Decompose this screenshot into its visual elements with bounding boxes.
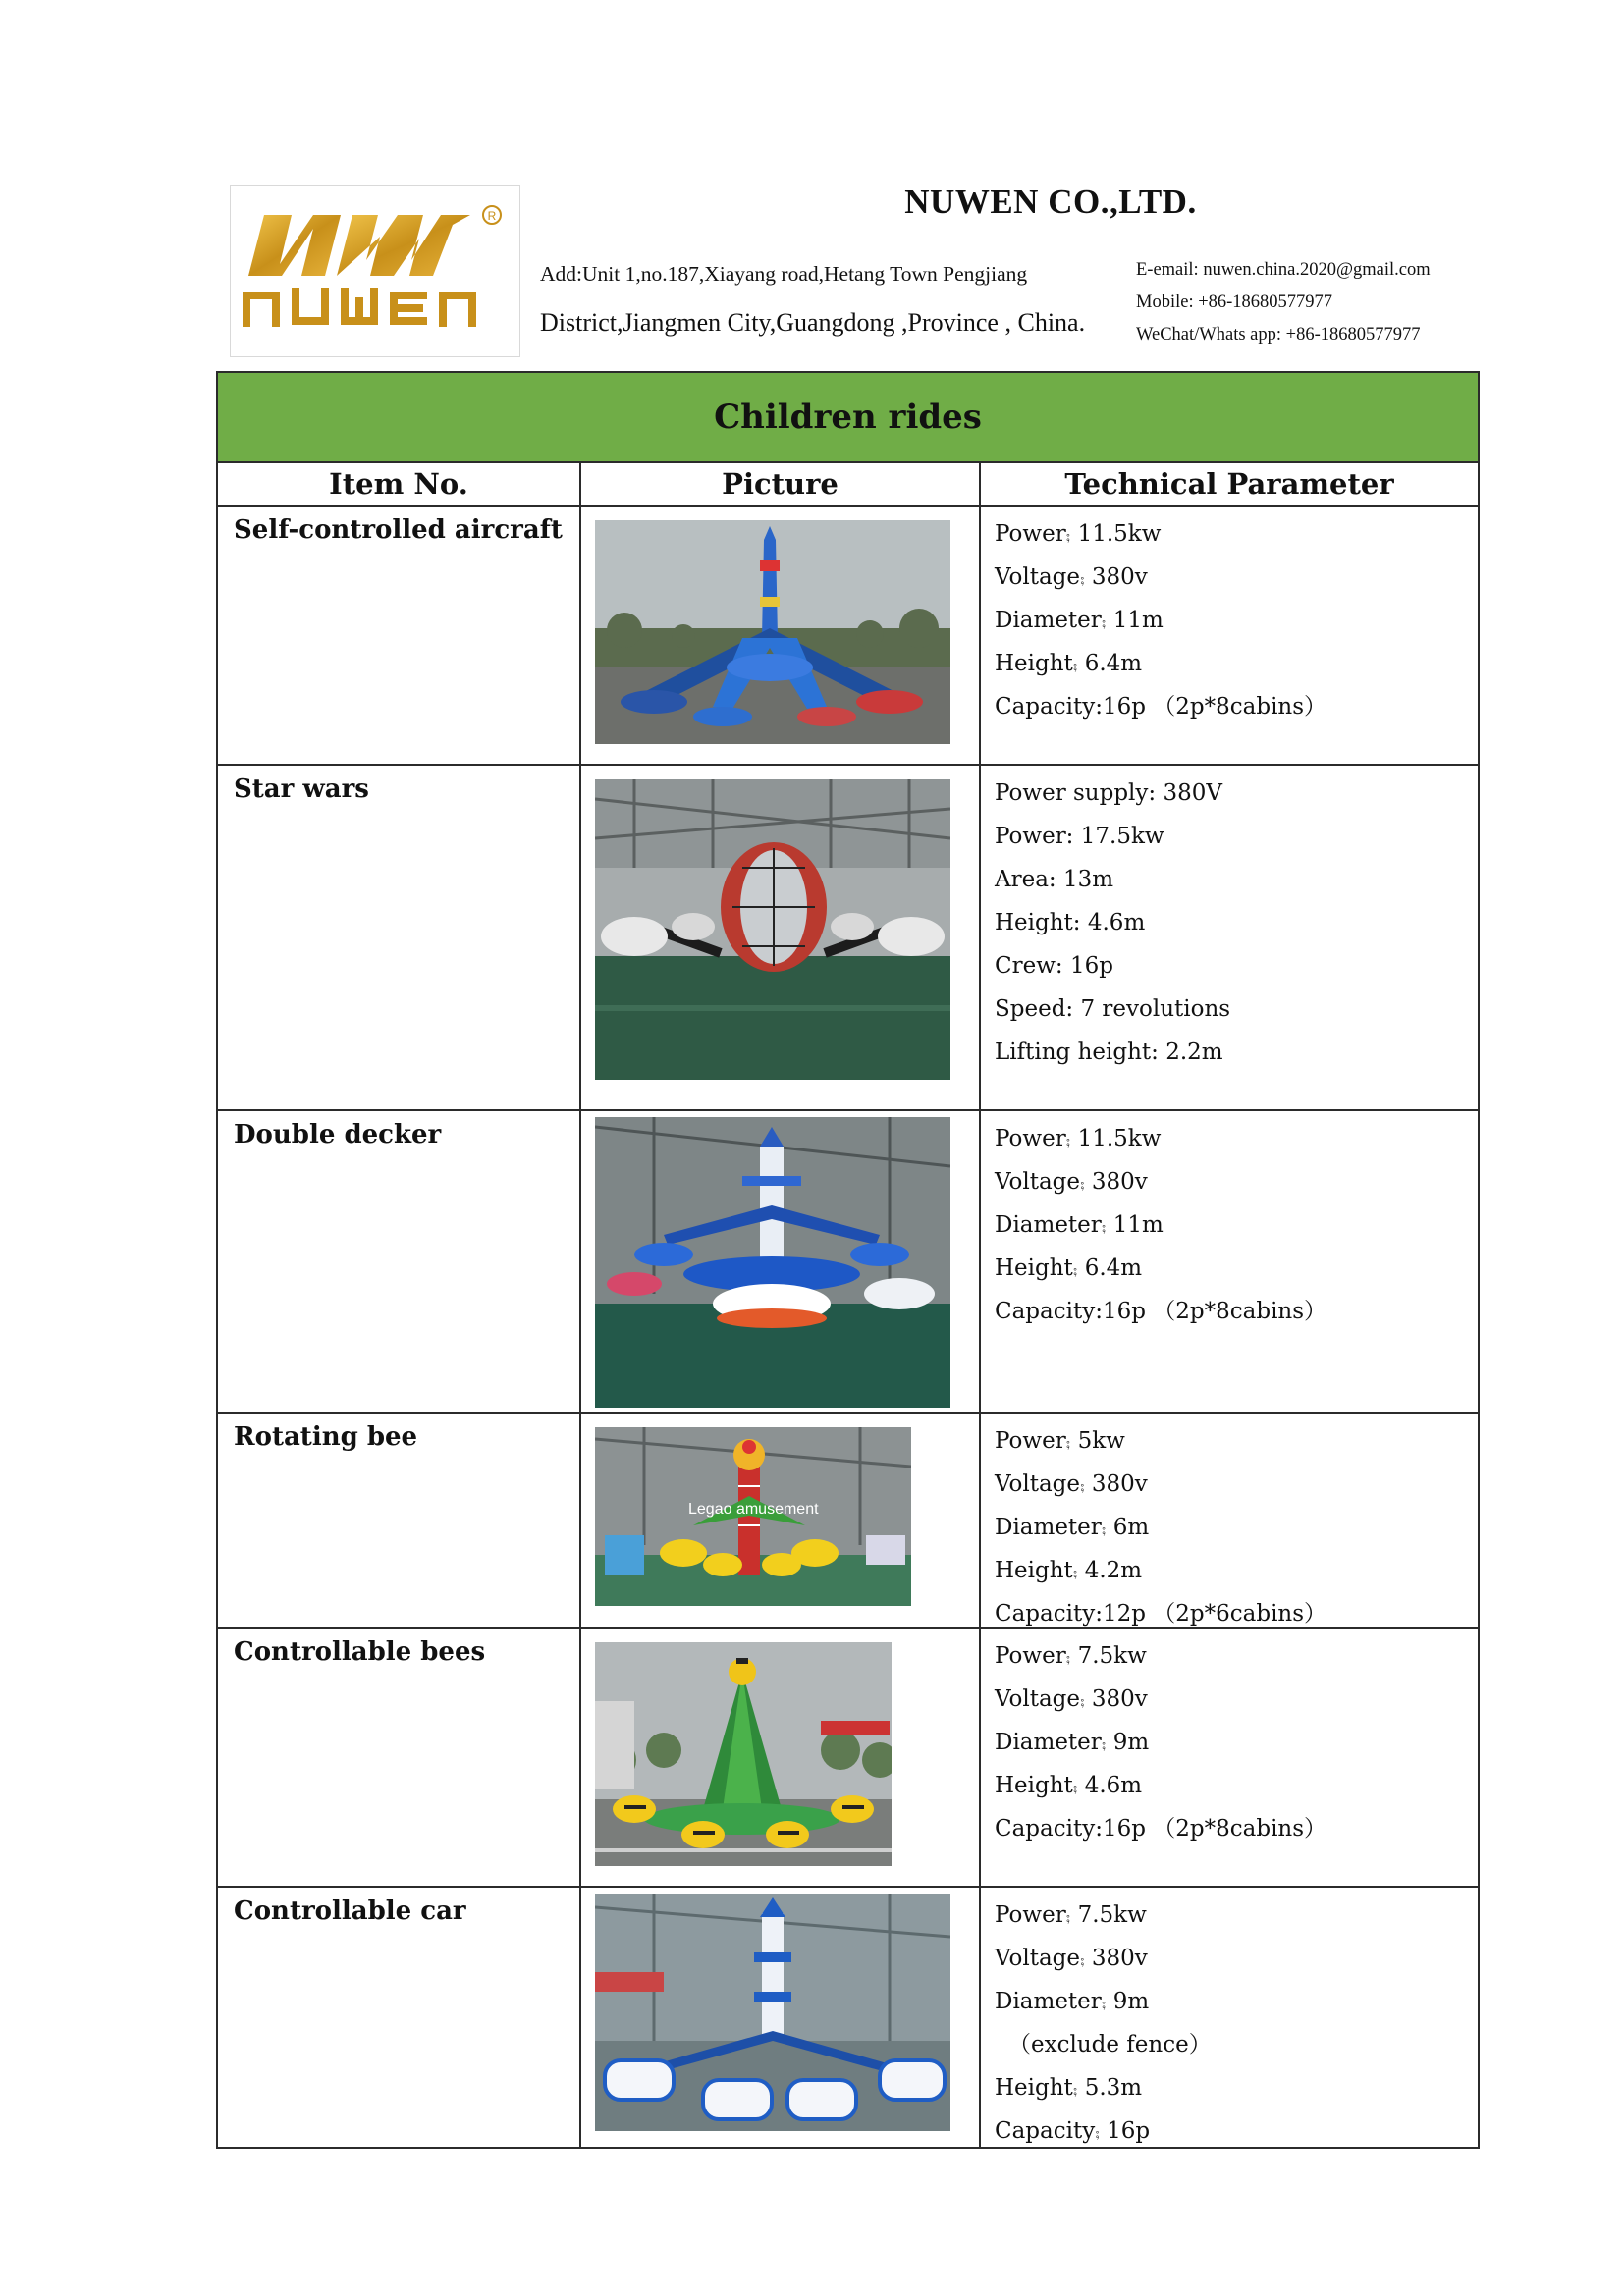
- param-line: Diameter⨾ 6m: [995, 1515, 1150, 1540]
- param-line: Power supply: 380V: [995, 780, 1222, 806]
- table-row: [218, 507, 1478, 766]
- header-item-no: Item No.: [218, 463, 581, 505]
- rotating-bee-ride-photo: [595, 1427, 911, 1606]
- item-name: Star wars: [234, 774, 369, 804]
- param-line: Voltage⨾ 380v: [995, 1471, 1148, 1497]
- header-picture: Picture: [581, 463, 981, 505]
- company-name: NUWEN CO.,LTD.: [904, 183, 1197, 221]
- table-row: [218, 1629, 1478, 1888]
- param-line: Diameter⨾ 11m: [995, 1212, 1164, 1238]
- item-name: Self-controlled aircraft: [234, 515, 563, 545]
- header-technical-parameter: Technical Parameter: [1064, 467, 1394, 501]
- param-line: Height⨾ 6.4m: [995, 1255, 1143, 1281]
- param-line: Diameter⨾ 11m: [995, 608, 1164, 633]
- table-row: [218, 1111, 1478, 1414]
- star-wars-ride-photo: [595, 779, 950, 1080]
- param-line: Height⨾ 4.6m: [995, 1773, 1143, 1798]
- contact-email: E-email: nuwen.china.2020@gmail.com: [1136, 260, 1431, 280]
- param-line: Voltage⨾ 380v: [995, 564, 1148, 590]
- controllable-car-ride-photo: [595, 1894, 950, 2131]
- item-name: Double decker: [234, 1120, 442, 1149]
- param-line: Speed: 7 revolutions: [995, 996, 1231, 1022]
- controllable-bees-ride-photo: [595, 1642, 892, 1866]
- param-line: Crew: 16p: [995, 953, 1113, 979]
- param-line: Power⨾ 7.5kw: [995, 1643, 1147, 1669]
- param-line: Diameter⨾ 9m: [995, 1989, 1150, 2014]
- address-line-1: Add:Unit 1,no.187,Xiayang road,Hetang Town Pengjiang: [540, 262, 1028, 286]
- param-line: Area: 13m: [995, 867, 1114, 892]
- company-logo: [230, 185, 520, 357]
- param-line: Power⨾ 11.5kw: [995, 521, 1162, 547]
- param-line: Capacity:16p （2p*8cabins）: [995, 694, 1327, 720]
- param-line: Capacity⨾ 16p: [995, 2118, 1151, 2144]
- table-row: [218, 766, 1478, 1111]
- address-line-2: District,Jiangmen City,Guangdong ,Province , China.: [540, 308, 1086, 337]
- photo-watermark: Legao amusement: [688, 1501, 819, 1518]
- product-table: [216, 371, 1480, 2149]
- param-line: Height: 4.6m: [995, 910, 1146, 935]
- table-row: [218, 1414, 1478, 1629]
- table-row: [218, 1888, 1478, 2147]
- param-line: Voltage⨾ 380v: [995, 1169, 1148, 1195]
- nuwen-logo-icon: [231, 186, 519, 356]
- param-line: Lifting height: 2.2m: [995, 1040, 1223, 1065]
- param-line: Voltage⨾ 380v: [995, 1686, 1148, 1712]
- table-header-row: [218, 463, 1478, 507]
- svg-text:R: R: [487, 209, 497, 223]
- param-line: Power⨾ 5kw: [995, 1428, 1125, 1454]
- item-name: Rotating bee: [234, 1422, 418, 1452]
- param-line: Power: 17.5kw: [995, 824, 1164, 849]
- param-line: Diameter⨾ 9m: [995, 1730, 1150, 1755]
- param-line: Capacity:16p （2p*8cabins）: [995, 1816, 1327, 1842]
- contact-mobile: Mobile: +86-18680577977: [1136, 293, 1333, 312]
- double-decker-ride-photo: [595, 1117, 950, 1408]
- item-name: Controllable car: [234, 1896, 466, 1926]
- param-line: Power⨾ 7.5kw: [995, 1902, 1147, 1928]
- table-title: Children rides: [218, 373, 1478, 463]
- param-line: （exclude fence）: [1008, 2032, 1212, 2057]
- param-line: Height⨾ 5.3m: [995, 2075, 1143, 2101]
- param-line: Voltage⨾ 380v: [995, 1946, 1148, 1971]
- param-line: Height⨾ 4.2m: [995, 1558, 1143, 1583]
- param-line: Capacity:16p （2p*8cabins）: [995, 1299, 1327, 1324]
- rocket-ride-photo: [595, 520, 950, 744]
- param-line: Capacity:12p （2p*6cabins）: [995, 1601, 1327, 1627]
- contact-wechat: WeChat/Whats app: +86-18680577977: [1136, 325, 1421, 345]
- param-line: Power⨾ 11.5kw: [995, 1126, 1162, 1151]
- item-name: Controllable bees: [234, 1637, 486, 1667]
- param-line: Height⨾ 6.4m: [995, 651, 1143, 676]
